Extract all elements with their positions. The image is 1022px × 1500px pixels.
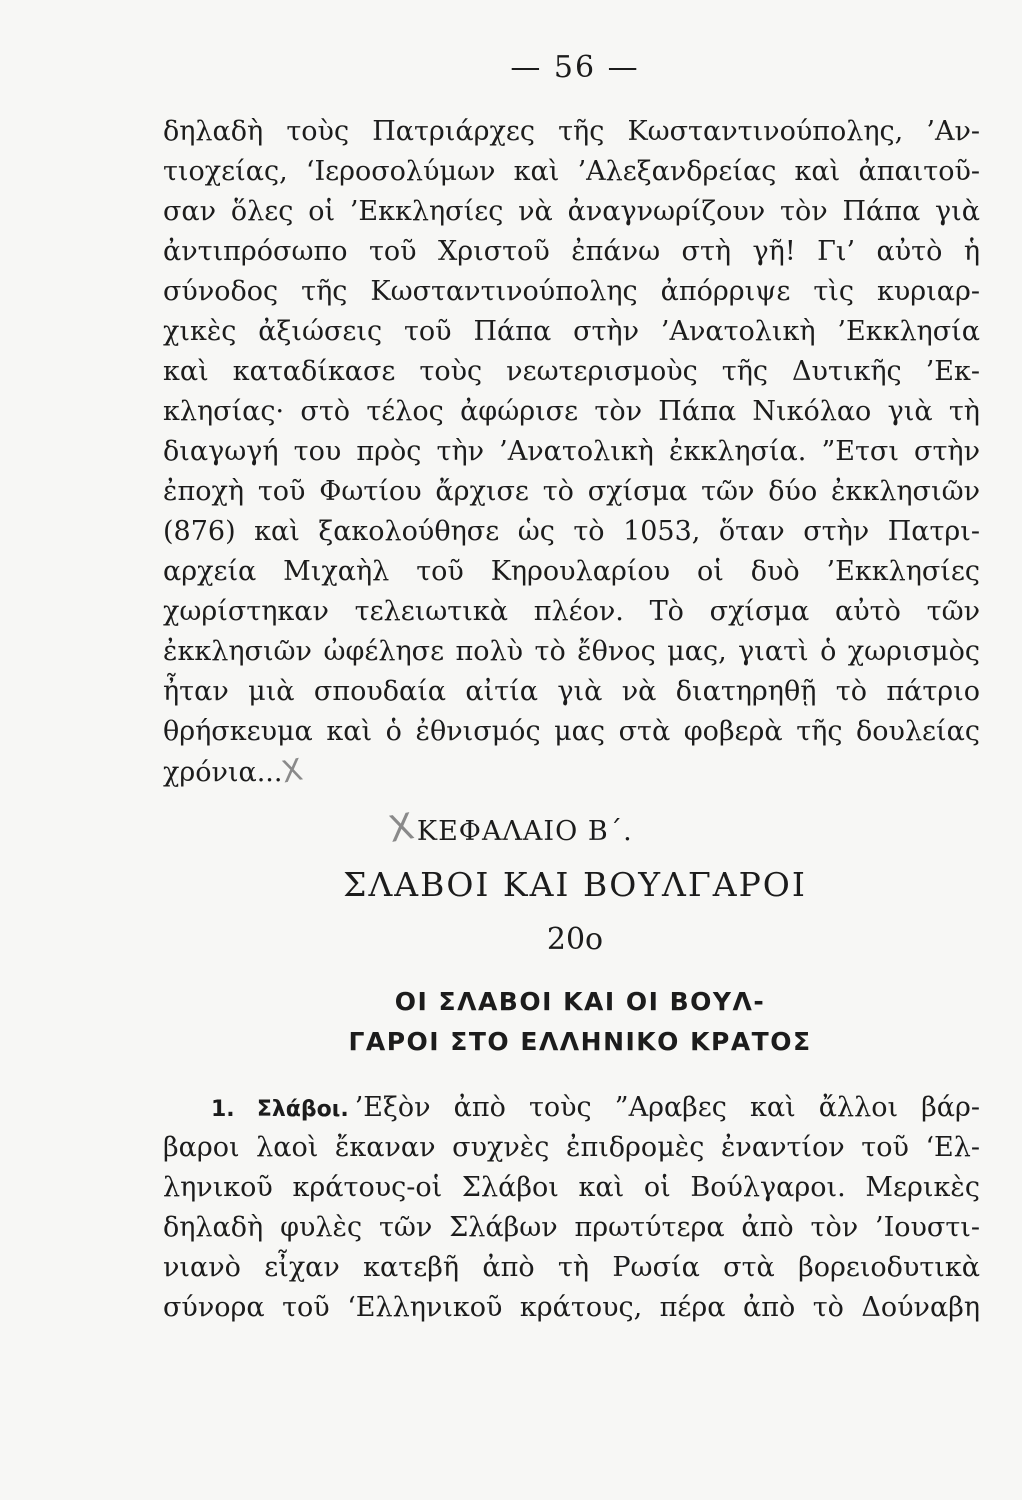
text-line: κλησίας· στὸ τέλος ἀφώρισε τὸν Πάπα Νικόλαο γιὰ τὴ bbox=[163, 396, 980, 427]
paragraph-label: 1. Σλάβοι. bbox=[211, 1097, 349, 1122]
pencil-x-mark: X bbox=[385, 806, 419, 851]
text-line: τιοχείας, ‘Ιεροσολύμων καὶ ’Αλεξανδρείας καὶ ἀπαιτοῦ- bbox=[163, 156, 980, 187]
subsection-heading bbox=[230, 982, 930, 1062]
paragraph-body-1 bbox=[163, 112, 980, 792]
text-line: ἀντιπρόσωπο τοῦ Χριστοῦ ἐπάνω στὴ γῆ! Γι’ αὐτὸ ἡ bbox=[163, 236, 980, 267]
paragraph-body-2 bbox=[163, 1088, 980, 1328]
text-line: καὶ καταδίκασε τοὺς νεωτερισμοὺς τῆς Δυτικῆς ’Εκ- bbox=[163, 356, 980, 387]
text-line-last bbox=[163, 752, 980, 792]
chapter-heading bbox=[0, 808, 1022, 849]
text-line: δηλαδὴ τοὺς Πατριάρχες τῆς Κωσταντινούπολης, ’Αν- bbox=[163, 116, 980, 147]
text-line: ἐποχὴ τοῦ Φωτίου ἄρχισε τὸ σχίσμα τῶν δύο ἐκκλησιῶν bbox=[163, 476, 980, 507]
text-line: σύνορα τοῦ ‘Ελληνικοῦ κράτους, πέρα ἀπὸ τὸ Δούναβη bbox=[163, 1292, 980, 1323]
paragraph-first-text: ’Εξὸν ἀπὸ τοὺς ”Αραβες καὶ ἄλλοι βάρ- bbox=[354, 1092, 980, 1123]
text-line: βαροι λαοὶ ἔκαναν συχνὲς ἐπιδρομὲς ἐναντίον τοῦ ‘Ελ- bbox=[163, 1132, 980, 1163]
text-line: δηλαδὴ φυλὲς τῶν Σλάβων πρωτύτερα ἀπὸ τὸν ’Ιουστι- bbox=[163, 1212, 980, 1243]
text-line: θρήσκευμα καὶ ὁ ἐθνισμός μας στὰ φοβερὰ τῆς δουλείας bbox=[163, 716, 980, 747]
text-line: ἦταν μιὰ σπουδαία αἰτία γιὰ νὰ διατηρηθῇ τὸ πάτριο bbox=[163, 676, 980, 707]
text-line: νιανὸ εἶχαν κατεβῆ ἀπὸ τὴ Ρωσία στὰ βορειοδυτικὰ bbox=[163, 1252, 980, 1283]
text-line: αρχεία Μιχαὴλ τοῦ Κηρουλαρίου οἱ δυὸ ’Εκκλησίες bbox=[163, 556, 980, 587]
text-line: χικὲς ἀξιώσεις τοῦ Πάπα στὴν ’Ανατολικὴ ’Εκκλησία bbox=[163, 316, 980, 347]
page-number: — 56 — bbox=[510, 50, 640, 85]
text-line: σαν ὅλες οἱ ’Εκκλησίες νὰ ἀναγνωρίζουν τὸν Πάπα γιὰ bbox=[163, 196, 980, 227]
chapter-label: ΚΕΦΑΛΑΙΟ Β΄. bbox=[416, 816, 633, 847]
pencil-x-mark: X bbox=[279, 752, 306, 791]
paragraph-end-text: χρόνια... bbox=[163, 757, 283, 788]
text-line: (876) καὶ ξακολούθησε ὡς τὸ 1053, ὅταν στὴν Πατρι- bbox=[163, 516, 980, 547]
text-line: σύνοδος τῆς Κωσταντινούπολης ἀπόρριψε τὶς κυριαρ- bbox=[163, 276, 980, 307]
text-line: χωρίστηκαν τελειωτικὰ πλέον. Τὸ σχίσμα αὐτὸ τῶν bbox=[163, 596, 980, 627]
heading-line: ΟΙ ΣΛΑΒΟΙ ΚΑΙ ΟΙ ΒΟΥΛ- bbox=[394, 987, 766, 1016]
heading-line: ΓΑΡΟΙ ΣΤΟ ΕΛΛΗΝΙΚΟ ΚΡΑΤΟΣ bbox=[348, 1027, 812, 1056]
section-number: 20ο bbox=[546, 922, 604, 957]
text-line: διαγωγή του πρὸς τὴν ’Ανατολικὴ ἐκκλησία. ”Ετσι στὴν bbox=[163, 436, 980, 467]
text-line: ληνικοῦ κράτους-οἱ Σλάβοι καὶ οἱ Βούλγαροι. Μερικὲς bbox=[163, 1172, 980, 1203]
text-line bbox=[163, 1088, 980, 1128]
text-line: ἐκκλησιῶν ὠφέλησε πολὺ τὸ ἔθνος μας, γιατὶ ὁ χωρισμὸς bbox=[163, 636, 980, 667]
section-title: ΣΛΑΒΟΙ ΚΑΙ ΒΟΥΛΓΑΡΟΙ bbox=[343, 865, 807, 904]
